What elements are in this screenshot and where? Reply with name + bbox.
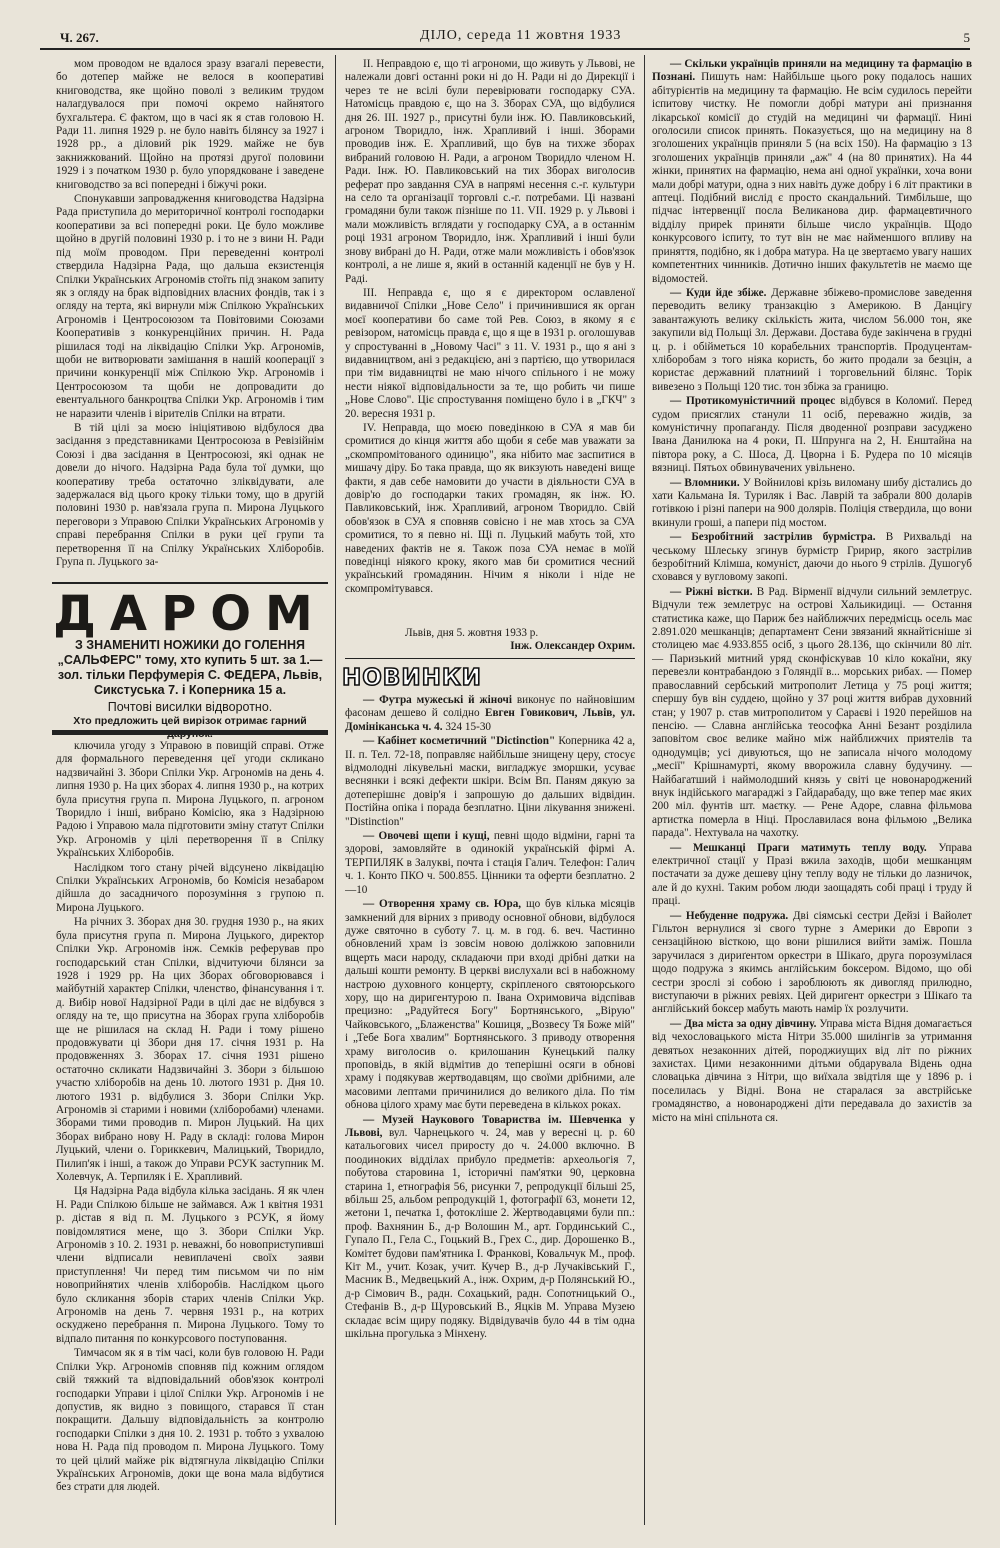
paragraph: — Мешканці Праги матимуть теплу воду. Управа електричної стації у Празі вжила заходів, щоби мешканцям постачати за дуже дешеву ціну теплу воду не тільки до лазничок, але й до кухні. Таким робом люди заощадять собі праці і труду й праці. [652, 841, 972, 908]
paragraph: Спонукавши запровадження книговодства Надзірна Рада приступила до мериторичної контролі господарки кооперативи за всі попередні роки. Це було можливе щойно в другій половині 1930 р. і то не з вини Н. Ради під моїм проводом. При переведенні контролі ствердила Надзірна Рада, що дальша екзистенція Спілки Українських Агрономів стоїть під знаком запиту як з огляду на брак відповідних власних фондів, так і з огляду на терта, які вирнули між Спілкою Українських Агрономів і Центросоюзом та Повітовими Союзами Кооперативів з конкуренційних причин. Н. Рада рішилася тоді на ліквідацію Спілки Укр. Агрономів, щоби не витворювати замішання в нашій кооперації з причини конкуренції між Спілкою Укр. Агрономів і Центросоюзом та щоби не допровадити до евентуального банкроцтва Спілки Укр. Агрономів і тим не наразити членів і вірителів Спілки на втрати. [56, 193, 324, 420]
article-column-1-top [56, 58, 324, 578]
news-column-3 [652, 58, 972, 1526]
article-signature [345, 627, 635, 654]
page-label: Ч. 267. [60, 30, 99, 45]
paragraph: ключила угоду з Управою в повищій справі. Отже для формального переведення цеї угоди скликано надзвичайні З. Збори Спілки Укр. Агрономів на день 4. липня 1930 р. На цих зборах 4. липня 1930 р., на котрих була присутня група п. Мирона Луцького, п. агроном Творидло і інші, вибрано Комісію, яка з Надзірною Радою і Управою мала підготовити зміну статут Спілки Укр. Агрономів у цілі перетворення її в Спілку Українських Хліборобів. [56, 740, 324, 860]
article-column-1-bottom [56, 740, 324, 1525]
newspaper-masthead: ДІЛО, середа 11 жовтня 1933 [420, 28, 622, 43]
page-header [40, 22, 970, 48]
paragraph: — Безробітний застрілив бурмістра. В Рихвальді на чеському Шлеську згинув бурмістр Гририр, якого застрілив безробітний Клімша, комуніст, даючи до нього 9 стрілів. Душогуб сховався у вугловому закопі. [652, 531, 972, 584]
signature-name: Інж. Олександер Охрим. [510, 640, 635, 653]
advert-note-coupon: Хто предложить цей вирізок отримає гарний [73, 715, 307, 727]
paragraph: В тій цілі за моєю ініціятивою відбулося два засідання з представниками Центросоюза в Ревізійнім Союзі і два засідання в Центросоюзі, які однак не довели до нічого. Надзірна Рада була тої думки, що кооперативу треба остаточно зліквідувати, але задержалася від цього кроку тільки тому, що в другій половині 1930 р. нав'язала група п. Мирона Луцького переговори з Управою Спілки Українських Агрономів у справі перебрання Спілки в руки цеї групи та перетворення її на Спілку Українських Хліборобів. Група п. Луцького за- [56, 421, 324, 569]
paragraph: — Протикомуністичний процес відбувся в Коломиї. Перед судом присяглих станули 11 осіб, переважно жидів, за комуністичну пропаганду. Після дводенної розправи засуджено Івана Данилюка на 4 роки, П. Шпрунга на 2, Н. Енштайна на півтора року, а С. Шоса, Д. Цворна і Б. Рудера по 10 місяців вязниці. Пятьох обвинувачених увільнено. [652, 395, 972, 475]
paragraph: Наслідком того стану річей відсунено ліквідацію Спілки Українських Агрономів, бо Комісія незабаром дійшла до засадничого порозуміння з групою п. Мирона Луцького. [56, 861, 324, 914]
column-divider-1 [335, 55, 336, 1525]
header-rule [40, 48, 970, 50]
page-number: 5 [963, 30, 970, 45]
news-column-2 [345, 694, 635, 1526]
advert-body: З ЗНАМЕНИТІ НОЖИКИ ДО ГОЛЕННЯ „САЛЬФЕРС" тому, хто купить 5 шт. за 1.— зол. тільки Перфумерія С. ФЕДЕРА, Львів, Сикстуська 7. і Коперника 15 а. [57, 638, 323, 697]
signature-place-date: Львів, дня 5. жовтня 1933 р. [405, 627, 539, 639]
advert-title: ДАРОМ [53, 586, 327, 642]
advert-note: Почтові висилки відворотно. [107, 700, 273, 714]
paragraph: — Ріжні вістки. В Рад. Вірменії відчули сильний землетрус. Відчули теж землетрус на острові Хальикидиці. — Остання статистика каже, що Париж без найближчих передмісць осель має 2.891.020 мешканців; департамент Сени звязаний якнайтісніше зі столицею має 4.933.855 осіб, з цього 28.136, що скінчили 80 літ. — Паризький митний уряд сконфіскував 10 кіло кокаїни, яку перевезли контрабандою з Голяндії в... морських рибах. — Помер православний сербський митрополит Летица у 75 році життя; спершу був він суддею, щойно у 37 році життя вибрав духовний стан; у 1907 р. став митрополитом у Сараєві і 1920 перейшов на пенсію. — Славна англійська теософка Анні Безант розділила заповітом своє велике майно між найближчих приятелів та однодумців; усі дивуються, що не записала нічого молодому „месії" Крішнамурті, якому вворожила славну будучину. — Найбагатший і наймолодший князь у світі це новонароджений внук індійського магараджі з Гайдарабаду, що вже тепер має яких 200 міл. фунтів шт. маєтку. — Рене Адоре, славна фільмова артистка померла в Ніці. Прославилася вона фільмою „Велика парада". Нехтувала на чахотку. [652, 585, 972, 840]
paragraph: — Куди йде збіже. Державне збіжево-промислове заведення переводить велику транзакцію з Америкою. В Данцігу завантажують велику скількість жита, числом 56.000 тон, яке закупили від Польщі Зл. Держави. Достава буде закінчена в грудні ц. р. і обійметься 10 корабельних транспортів. Продуцентам-хліборобам з того ніяка користь, бо жито продали за безцін, а користає державний платниий і торговельний білянс. Торік вивезено з Польщі 120 тис. тон збіжа за границю. [652, 286, 972, 393]
paragraph: — Музей Наукового Товариства ім. Шевченка у Львові, вул. Чарнецького ч. 24, мав у вересні ц. р. 60 катальогових чисел приросту до ч. 24.000 включно. В поодиноких відділах прибуло предметів: археольогія 7, побутова старовина 1, історичні пам'ятки 90, церковна старина 1, етнографія 56, рисунки 7, репродукції більші 25, вбільш 25, альбом репродукцій 1, фотографії 63, монети 12, жетони 1, печатка 1, фотокліше 2. Жертводавцями були пп.: проф. Вахнянин Б., д-р Волошин М., арт. Гординський С., Гупало П., Гела С., Гоцький В., Грех С., дир. Дорошенко В., Комітет будови пам'ятника І. Франкові, Ковальчук М., проф. Кіт М., учит. Козак, учит. Кучер В., д-р Лучаківський Г., Масник В., Медвецький А., інж. Охрим, д-р Полянський Ю., д-р Сімович В., радн. Сохацький, радн. Сопотницький О., Стефанів В., д-р Щуровський В., Яцків М. Управа Музею складає всім щиру подяку. Відвідувачів було 44 в тім одна шкільна прогулька з Мінхену. [345, 1113, 635, 1341]
column-divider-2 [644, 55, 645, 1525]
paragraph: — Небуденне подружа. Дві сіямські сестри Дейзі і Вайолет Гільтон вернулися зі свого турне з Америки до Европи з сензаційною вісткою, що вони рішилися вийти заміж. Пошла заручилася з дириґентом оркестри в Шікаґо, друга порозумілася щодо подружа з якимсь англійським боксером. Відомо, що обі сестри зрослі зі собою і зароблюють як дивогляд прилюдно, виступаючи в ріжних ревіях. Цей диригент оркестри з Шікаґо та англійський боксер мабуть мають намір їх розлучити. [652, 909, 972, 1016]
novynky-rule [345, 658, 635, 659]
paragraph: — Футра мужеські й жіночі виконує по найновішим фасонам дешево й солідно Евген Говикович, Львів, ул. Домініканська ч. 4. 324 15-30 [345, 694, 635, 733]
paragraph: Ця Надзірна Рада відбула кілька засідань. Я як член Н. Ради Спілкою більше не займався. Аж 1 квітня 1931 р. дістав я від п. М. Луцького з РСУК, я йому повідомлятися мене, що З. Збори Спілки Укр. Агрономів з 10. 2. 1931 р. неважні, бо новоприступивші члени відписали невиплачені своїх заяви приступлення! Чи перед тим письмом чи по нім новоприйнятих членів хліборобів. Наслідком цього було скликання зборів старих членів Спілки Укр. Агрономів на день 7. червня 1931 р., на котрих оскуджено перебрання п. Мирона Луцького. Тому то відпало питання по конкурсового поступовання. [56, 1185, 324, 1345]
news-section-title: НОВИНКИ [342, 665, 482, 691]
news-section-heading [342, 665, 492, 691]
paragraph: — Овочеві щепи і кущі, певні щодо відміни, гарні та здорові, замовляйте в одинокій українській фірмі А. ТЕРПИЛЯК в Залукві, почта і стація Галич. Телефон: Галич ч. 1. Конто ПКО ч. 500.855. Цінники та оферти безплатно. 2—10 [345, 830, 635, 896]
advert-bottom-rule [52, 730, 328, 735]
advert-block [52, 586, 328, 741]
paragraph: II. Неправдою є, що ті агрономи, що живуть у Львові, не належали довгі останні роки ні до Н. Ради ні до Дирекції і через те не всілі були перевірювати господарку СУА. Натомісць правдою є, що на 3. Зборах СУА, що відбулися дня 26. III. 1927 р., присутні були інж. Ю. Павликовський, агроном Творидло, інж. Храпливий і інші. Зборами проводив інж. Е. Храпливий, що був на тихже зборах вибраний головою Н. Ради, а агроном Творидло членом Н. Ради. Інж. Ю. Павликовський на тих Зборах виголосив реферат про завдання СУА в напрямі несення с.-г. культури на село та організації торговлі с.-г. потребами. Ці названі громадяни були також пізніше по 11. VII. 1929 р. у Львові і мали можливість вглядати у господарку СУА, а в останнім році 1931 агроном Творидло, інж. Храпливий і інші були знову вибрані до Н. Ради, отже мали можливість і обов'язок контролі, а не лише я, який в останній каденції не був у Н. Раді. [345, 58, 635, 285]
advert-top-rule [52, 582, 328, 584]
paragraph: — Два міста за одну дівчину. Управа міста Відня домагається від чехословацького міста Нітри 35.000 шилінгів за утримання девятьох незаконних дітей, породжиущих від літ по ріжних захистах. Цими незаконними дітьми обдарувала Відень одна словацька дівчина з Нітри, що виїхала звідтіля ще у 1896 р. і поселилась у Відні. Вона не старалася за австрійське громадянство, а новонароджені діти передавала до захистів за місто на міні спільнота ся. [652, 1017, 972, 1124]
paragraph: — Отворення храму св. Юра, що був кілька місяців замкнений для вірних з приводу основної обнови, відбулося дуже святочно в суботу 7. ц. м. в год. 6. веч. Частинно обновлений храм із зовсім новою доліжкою заповнили вщерть маси народу, складаючи при вході дрібні датки на дальші кошти ремонту. В церкві вислухали всі в набожному настрою духовного концерту, скріпленого святоюрського хору, що на диригентурою п. Івана Охримовича відспівав прецизно: „Радуйтеся Богу" Бортнянського, „Вірую" Чайковського, „Блаженства" Кошиця, „Возвесу Тя Боже мій" і „Тебе Бога хвалим" Бортнянського. З приводу отворення храму виголосив о. крилошанин Кунецький палку проповідь, в якій відмітив до теперішні осяги в обнові храму і подякував жертводавцям, що своїми дрібними, але масовими лептами причинилися до великого діла. По тім обнова цілого храму має бути переведена в кількох роках. [345, 898, 635, 1112]
paragraph: — Скільки українців приняли на медицину та фармацію в Познані. Пишуть нам: Найбільше цього року подалось наших абітурієнтів на медицину та фармацію. Не всім судилось перейти іспитову чистку. Не помогли добрі матури ані признання лікарської комісії до студій на медицині чи фармації. Нині оголосили список принять. Показується, що на медицину на 8 зголошених українців приняли 5 (на всіх 150). На фармацію з 13 зголошених українців приняли „аж" 4 (на 80 принятих). На 44 жінки, принятих на фармацію, нема ані одної українки, хоча вони мали добрі матури, одна з них навіть дуже добру і 6 літ практики в аптеці. Подібний вислід є просто скандальний. Тимбільше, що підчас інтервенції посла Великанова дир. фармацевтичного відділу приреk приняти більше число українців. Щодо конкурсового іспиту, то тут він не має найменшого впливу на приняття, подібно, як і добра матура. На це звертаємо увагу наших компетентних чинників. Дотично інших факультетів не маємо ще відомостей. [652, 58, 972, 285]
paragraph: мом проводом не вдалося зразу взагалі перевести, бо дотепер майже не велося в кооперативі книговодства, яке щойно поволі з великим трудом налагдувалося при помочі окремо найнятого бухгальтера. Є фактом, що в часі як я став головою Н. Ради 11. липня 1929 р. не було навіть білянсу за 1927 і 1928 рр., а діловий рік 1929. майже не був закнижкований. Щойно на протязі другої половини 1929 і з початком 1930 р. було упорядковане і заведене книговодство за всі попередні і біжучі роки. [56, 58, 324, 191]
paragraph: На річних З. Зборах дня 30. грудня 1930 р., на яких була присутня група п. Мирона Луцького, директор Спілки Укр. Агрономів інж. Семків реферував про господарський стан Спілки, відчитуючи білянси за 1928 і 1929 рр. На цих Зборах обговорювався і майбутній характер Спілки, членство, фінансування і т. д. Вибір нової Надзірної Ради в цілі дає не відбувся з огляду на те, що присутна на Зборах група хліборобів ще не рішилася на склад Н. Ради і тому рішено продовжувати ці Збори дня 17. січня 1931 р. На продовженнях З. Зборах 17. січня 1931 рішено остаточно скликати Надзвичайні З. Збори з більшою участю хліборобів на день 10. лютого 1931 р. Дня 10. лютого 1931 р. відбулися З. Збори Спілки Укр. Агрономів зі старими і новими (хліборобами) членами. Зборами тими проводив п. Мирон Луцький. На цих Зборах вибрано нову Н. Раду в складі: голова Мирон Луцький, члени о. Гориккевич, Малицький, Творидло, Пилип'як і інші, а також до Управи РСУК заступник М. Холевчук, А. Терпиляк і Е. Храпливий. [56, 916, 324, 1183]
paragraph: Тимчасом як я в тім часі, коли був головою Н. Ради Спілки Укр. Агрономів сповняв під кожним оглядом свій тяжкий та відповідальний обов'язок контролі господарки Управи і цілої Спілки Укр. Агрономів і не допустив, як видно з повищого, старався її стан покращити. Дальшу відповідальність за контролю господарки Спілки з дня 10. 2. 1931 р. тобто з ухвалою нова Н. Рада під проводом п. Мирона Луцького. Тому то цей цілий майже рік відтягнула ліквідацію Спілки Українських Агрономів, доки ще вона мала відбутися без страти для людей. [56, 1347, 324, 1494]
paragraph: III. Неправда є, що я є директором ославленої видавничої Спілки „Нове Село" і причинившися як орган моєї кооперативи бо саме той Рев. Союз, в якому я є ревізором, натомісць правда є, що я ще в 1931 р. оголошував у спростуванні в „Новому Часі" з 11. V. 1931 р., що я ані з видавництвом, ані з редакцією, ані з партією, що утворилася при тім видавництві не маю нічого спільного і не можу нести ніякої відповідальности за те, що робить чи пише „Нове Слово". Ціє спростування поміщено було і в „ГКЧ" з 20. вересня 1931 р. [345, 286, 635, 420]
paragraph: — Кабінет косметичний "Dictinction" Коперника 42 а, II. п. Тел. 72-18, поправляє найбільше знищену церу, стосує відмолодні лікувельні маски, вигладжує зморшки, усуває веснянки і всякі дефекти шкіри. Всім Вп. Паням дякую за дотеперішнє довір'я і запрошую до дальших відвідин. Постійна опіка і порада безплатно. Ціни лікування знижені. "Distinction" [345, 735, 635, 828]
paragraph: IV. Неправда, що моєю поведінкою в СУА я мав би сромитися до кінця життя або щоби я себе мав уважати за „скомпромітованого одиницю", яка нібито має заспитися в мишачу діру. Бо така правда, що як викзують наведені вище факти, я дав себе намовити до участи в діяльности СУА в довір'ю до господарки таких громадян, як інж. Ю. Павликовський, інж. Храпливий, агроном Творидло. Свій обов'язок в СУА я сповняв совісно і не мав хтось за СУА сромитися, то я певно ні. Щі п. Луцький мабуть той, хто наведених фактів не я. Також поза СУА немає в моїй поведінці ніякого кроку, якого мав би сромитися чесний український громадянин. Нічим я ніколи і ніде не скомпромітувався. [345, 421, 635, 595]
article-column-2 [345, 58, 635, 626]
paragraph: — Вломники. У Войнилові крізь виломану шибу дістались до хати Кальмана Ія. Туриляк і Вас. Лаврій та забрали 800 доларів готівкою і різні папери на 900 долярів. Поліція ствердила, що вони вкинули гроші, а папери під мостом. [652, 476, 972, 529]
